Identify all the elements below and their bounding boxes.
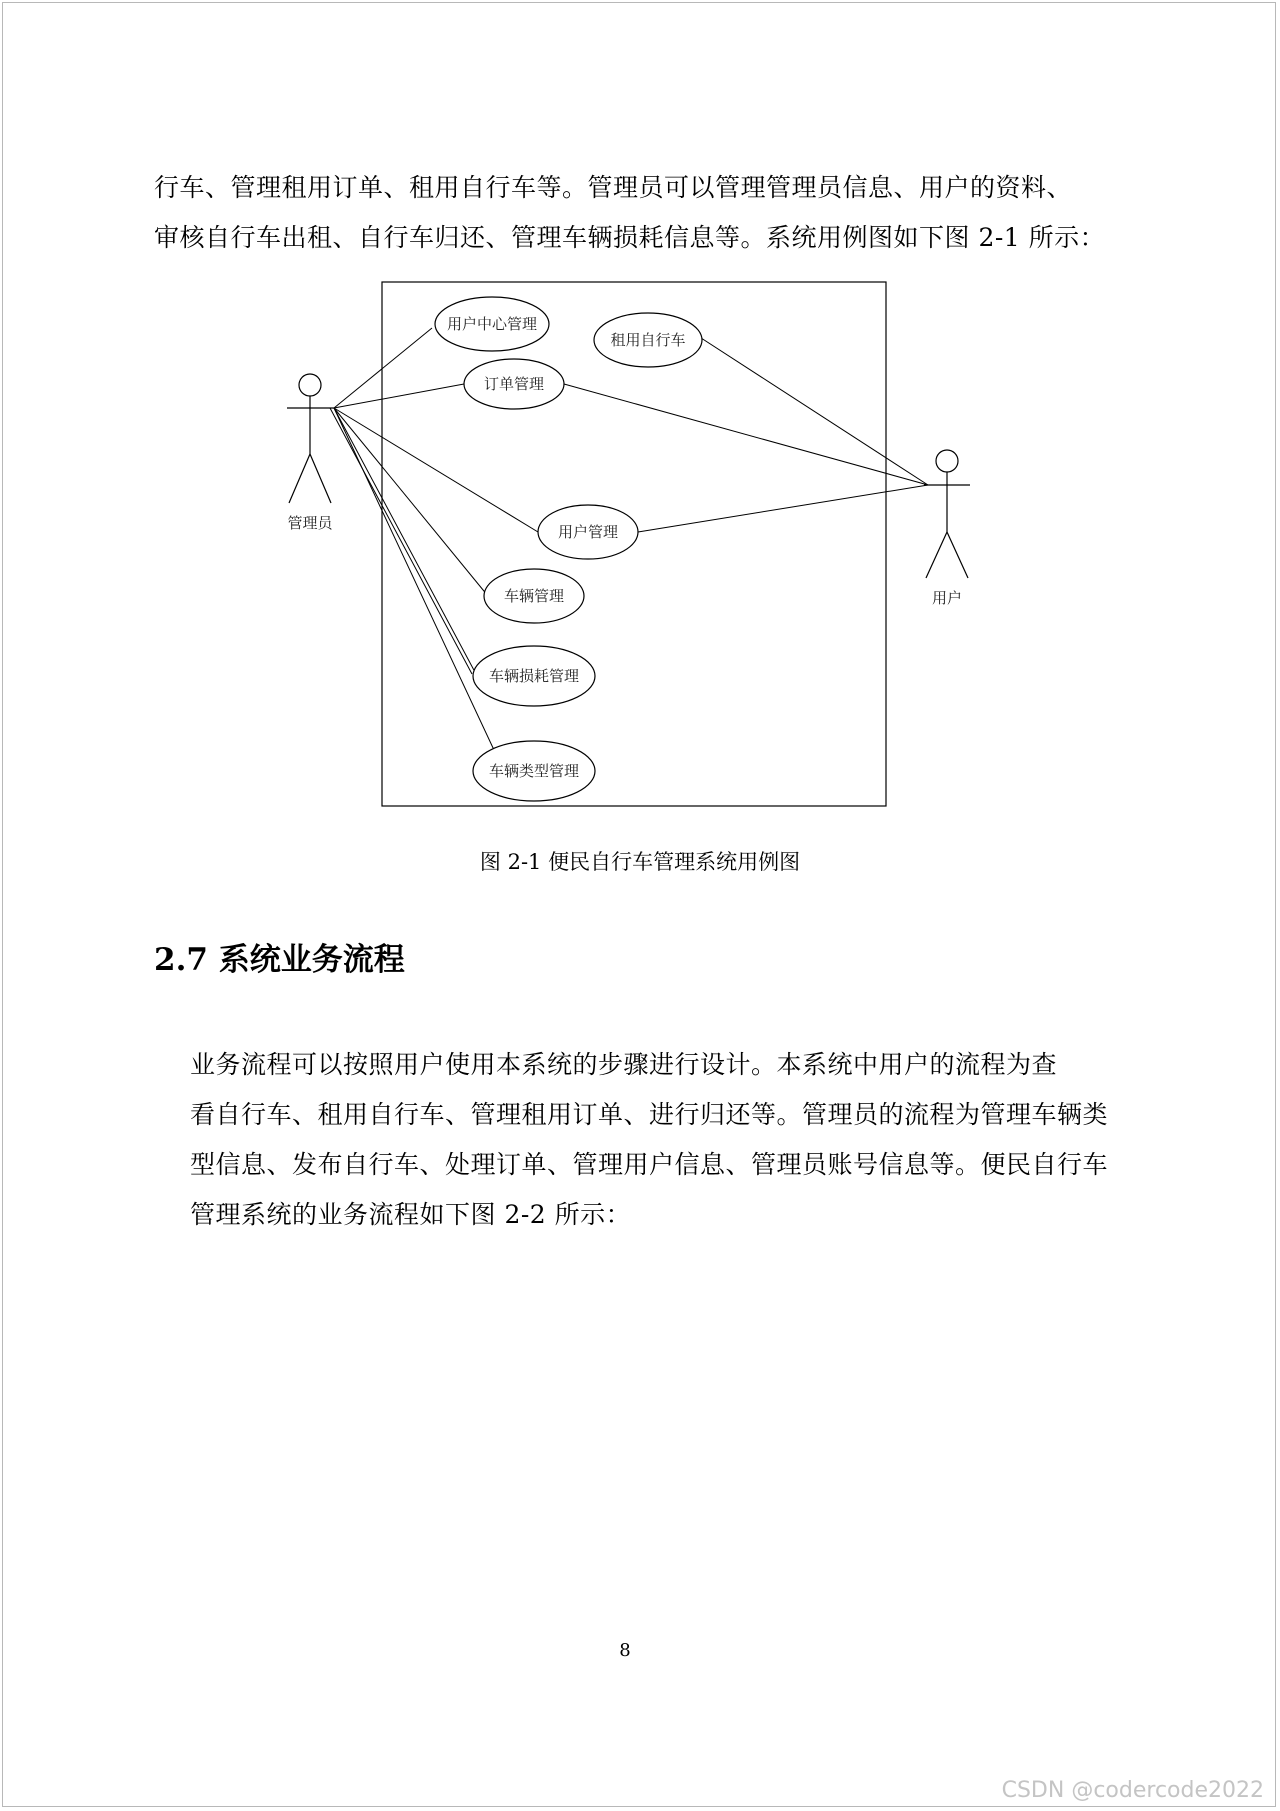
assoc-admin-user-mgmt [334, 408, 538, 532]
figure-caption: 图 2-1 便民自行车管理系统用例图 [479, 850, 801, 874]
usecase-vehicle-label: 车辆管理 [503, 587, 565, 605]
usecase-type-label: 车辆类型管理 [488, 762, 580, 780]
intro-paragraph [154, 163, 1106, 263]
section-line-4: 管理系统的业务流程如下图 2-2 所示： [190, 1200, 632, 1229]
usecase-user-mgmt-label: 用户管理 [557, 523, 619, 541]
usecase-user-center-label: 用户中心管理 [446, 315, 538, 333]
admin-actor-label: 管理员 [287, 514, 333, 532]
user-actor [924, 450, 970, 578]
section-line-2: 看自行车、租用自行车、管理租用订单、进行归还等。管理员的流程为管理车辆类 [190, 1100, 1109, 1129]
assoc-user-rent [698, 336, 928, 485]
usecase-rent-bike-label: 租用自行车 [610, 331, 686, 349]
section-line-1: 业务流程可以按照用户使用本系统的步骤进行设计。本系统中用户的流程为查 [190, 1050, 1058, 1079]
assoc-admin-wear-a [334, 408, 476, 674]
assoc-admin-user-center [334, 328, 432, 408]
admin-actor [287, 374, 334, 503]
usecase-order-label: 订单管理 [483, 375, 545, 393]
page-number: 8 [619, 1640, 631, 1661]
assoc-user-user-mgmt [638, 485, 928, 532]
assoc-admin-wear-b [330, 408, 472, 674]
assoc-admin-type [334, 408, 494, 750]
user-actor-label: 用户 [931, 589, 963, 607]
usecase-wear-label: 车辆损耗管理 [488, 667, 580, 685]
section-heading: 2.7 系统业务流程 [154, 942, 405, 978]
section-line-3: 型信息、发布自行车、处理订单、管理用户信息、管理员账号信息等。便民自行车 [190, 1150, 1109, 1179]
intro-line-1: 行车、管理租用订单、租用自行车等。管理员可以管理管理员信息、用户的资料、 [154, 173, 1073, 202]
assoc-admin-vehicle [334, 408, 488, 596]
intro-line-2: 审核自行车出租、自行车归还、管理车辆损耗信息等。系统用例图如下图 2-1 所示： [154, 223, 1106, 252]
section-paragraph [154, 1040, 1109, 1240]
assoc-admin-order [334, 384, 464, 408]
use-case-diagram [270, 272, 1010, 832]
watermark: CSDN @codercode2022 [1001, 1778, 1264, 1803]
assoc-user-order [564, 384, 928, 485]
